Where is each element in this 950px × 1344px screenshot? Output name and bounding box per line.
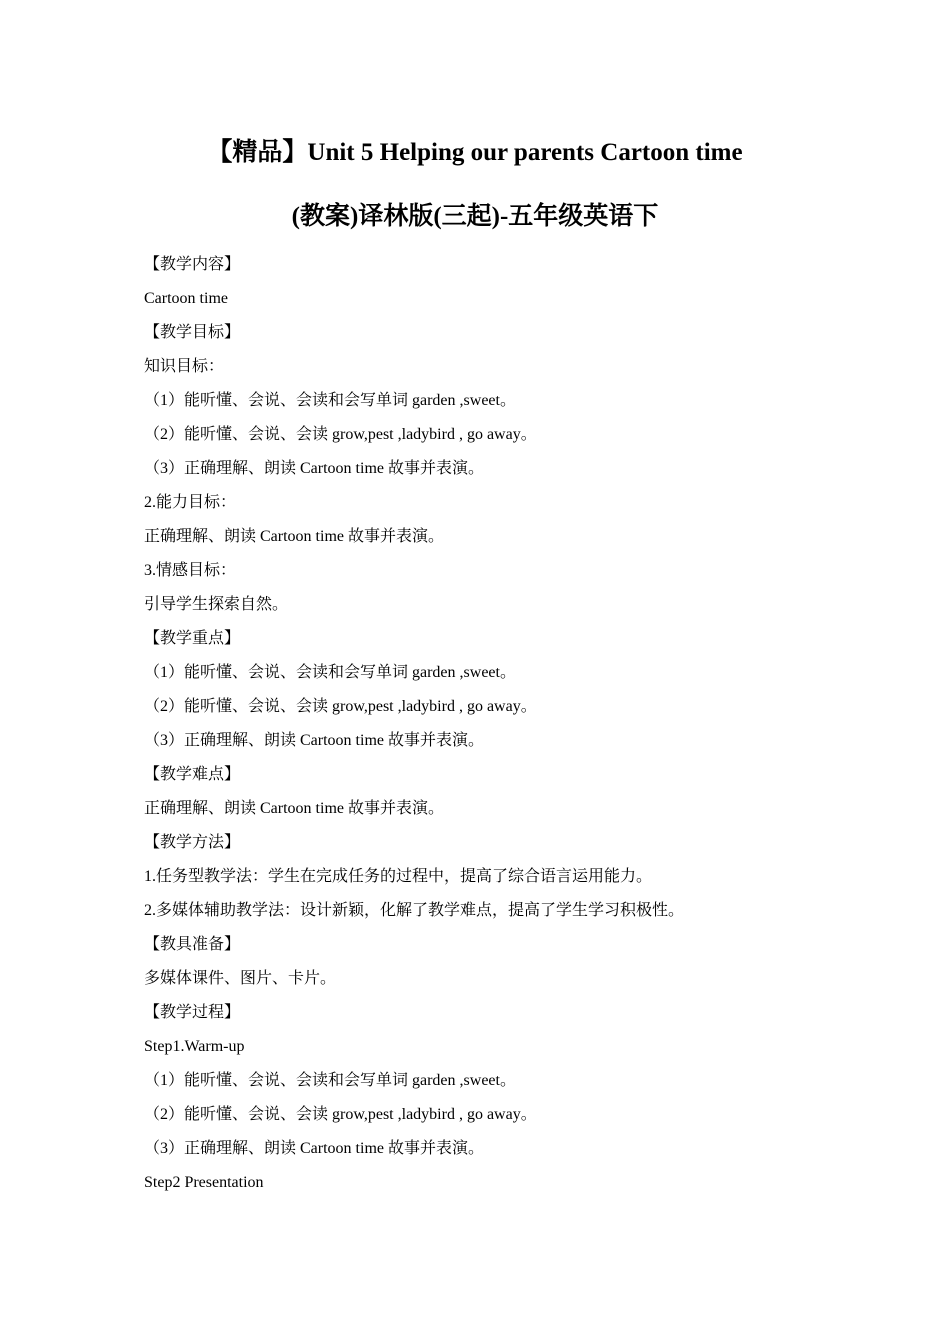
list-item: （3）正确理解、朗读 Cartoon time 故事并表演。 — [144, 460, 484, 477]
step-heading: Step2 Presentation — [144, 1174, 264, 1191]
list-item: （2）能听懂、会说、会读 grow,pest ,ladybird , go away。 — [144, 1106, 537, 1123]
document-body — [144, 250, 844, 1202]
paragraph-line: 知识目标： — [144, 358, 225, 375]
section-heading-key-points: 【教学重点】 — [144, 630, 241, 647]
list-item: 1.任务型教学法：学生在完成任务的过程中，提高了综合语言运用能力。 — [144, 868, 653, 885]
list-item: 2.多媒体辅助教学法：设计新颖，化解了教学难点，提高了学生学习积极性。 — [144, 902, 685, 919]
section-heading-methods: 【教学方法】 — [144, 834, 241, 851]
document-title-line-2: (教案)译林版(三起)-五年级英语下 — [291, 203, 659, 230]
paragraph-line: Cartoon time — [144, 290, 228, 307]
list-item: （1）能听懂、会说、会读和会写单词 garden ,sweet。 — [144, 664, 516, 681]
section-heading-objectives: 【教学目标】 — [144, 324, 241, 341]
paragraph-line: 3.情感目标： — [144, 562, 237, 579]
list-item: （1）能听懂、会说、会读和会写单词 garden ,sweet。 — [144, 1072, 516, 1089]
list-item: （2）能听懂、会说、会读 grow,pest ,ladybird , go away。 — [144, 698, 537, 715]
list-item: （3）正确理解、朗读 Cartoon time 故事并表演。 — [144, 1140, 484, 1157]
step-heading: Step1.Warm-up — [144, 1038, 245, 1055]
paragraph-line: 正确理解、朗读 Cartoon time 故事并表演。 — [144, 800, 444, 817]
list-item: （1）能听懂、会说、会读和会写单词 garden ,sweet。 — [144, 392, 516, 409]
list-item: （2）能听懂、会说、会读 grow,pest ,ladybird , go away。 — [144, 426, 537, 443]
document-title-line-1: 【精品】Unit 5 Helping our parents Cartoon time — [207, 139, 743, 166]
paragraph-line: 引导学生探索自然。 — [144, 596, 289, 613]
paragraph-line: 多媒体课件、图片、卡片。 — [144, 970, 337, 987]
paragraph-line: 2.能力目标： — [144, 494, 237, 511]
section-heading-process: 【教学过程】 — [144, 1004, 241, 1021]
section-heading-materials: 【教具准备】 — [144, 936, 241, 953]
paragraph-line: 正确理解、朗读 Cartoon time 故事并表演。 — [144, 528, 444, 545]
list-item: （3）正确理解、朗读 Cartoon time 故事并表演。 — [144, 732, 484, 749]
section-heading-difficulties: 【教学难点】 — [144, 766, 241, 783]
section-heading-content: 【教学内容】 — [144, 256, 241, 273]
